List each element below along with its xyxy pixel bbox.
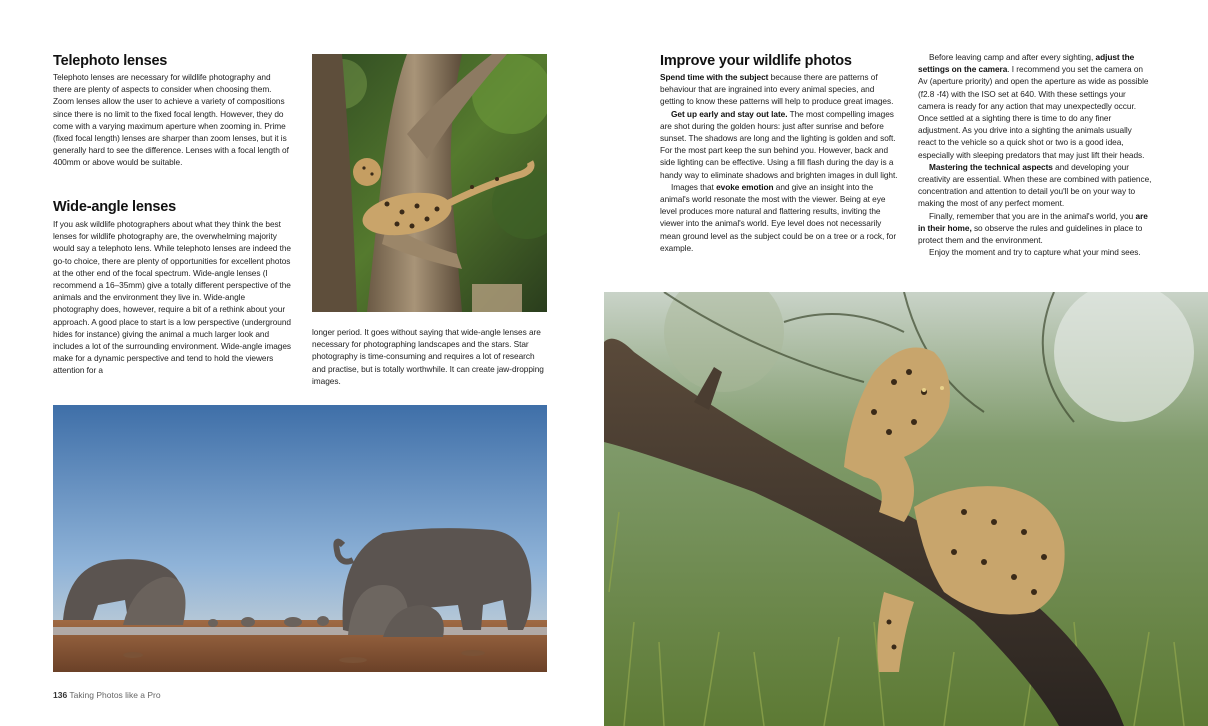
improve-heading: Improve your wildlife photos [660,53,852,69]
wide-angle-heading: Wide-angle lenses [53,199,176,215]
leopards-on-log-photo [604,292,1208,726]
column2-paragraph-2 [918,161,1152,210]
page-folio [53,690,161,700]
improve-p1-bold: Spend time with the subject [660,72,769,82]
elephants-waterhole-photo [53,405,547,672]
column2-p3-start: Finally, remember that you are in the animal's world, you [929,210,1136,221]
improve-p3-bold: evoke emotion [716,181,774,192]
improve-paragraph-3 [660,181,898,254]
column2-paragraph-3 [918,210,1152,247]
improve-column-1 [660,71,898,254]
wide-angle-body [53,218,291,377]
column2-p1-rest: . I recommend you set the camera on Av (aperture priority) and open the aperture as wide as possible (f2.8 -f4) with the ISO set at 640. With these settings your camera is ready for any action that may unexpectedly occur. Once settled at a sighting there is time to do any finer adjustment. As you drive into a sighting the animals usually react to the vehicle so a quick shot or two is a good idea, especially with sleeping predators that may just lift their heads. [918,64,1149,160]
wide-angle-continued [312,326,548,387]
improve-p2-bold: Get up early and stay out late. [671,108,788,119]
column2-p3-rest: so observe the rules and guidelines in place to protect them and the environment. [918,222,1143,246]
column2-p1-start: Before leaving camp and after every sighting, [929,52,1096,62]
wide-angle-continued-paragraph: longer period. It goes without saying that wide-angle lenses are necessary for photographing landscapes and the stars. Star photography is time-consuming and requires a lot of research and practise, but is totally worthwhile. It can create jaw-dropping images. [312,327,544,386]
improve-p3-rest: and give an insight into the animal's world resonate the most with the viewer. Being at eye level produces more natural and flattering results, inviting the viewer into the animal's world. Eye level does not necessarily mean ground level as the subject could be on a tree or a rock, for example. [660,181,897,253]
telephoto-paragraph: Telephoto lenses are necessary for wildlife photography and there are plenty of aspects to consider when choosing them. Zoom lenses allow the user to achieve a variety of compositions since there is no limit to the fixed focal length. However, they do come with a varying maximum aperture when zooming in. Prime (fixed focal length) lenses are sharper than zoom lenses, but it is generally hard to see the difference. Lenses with a focal length of 400mm or above would be suitable. [53,72,289,168]
page-number: 136 [53,690,68,700]
improve-p1-rest: because there are patterns of behaviour that are ingrained into every animal species, and getting to know these patterns will help to produce great images. [660,72,894,107]
column2-p3-bold: are in their home, [918,210,1148,233]
telephoto-body [53,71,291,169]
improve-paragraph-2 [660,108,898,181]
improve-paragraph-1 [660,71,898,108]
column2-paragraph-4: Enjoy the moment and try to capture what your mind sees. [929,247,1141,258]
column2-p1-bold: adjust the settings on the camera [918,52,1135,75]
improve-p3-start: Images that [671,181,717,192]
improve-column-2 [918,51,1152,258]
improve-p2-rest: The most compelling images are shot during the golden hours: just after sunrise and before sunset. The shadows are long and the lighting is golden and soft. For the most part keep the sun behind you. However, back and side lighting can be effective. Using a fill flash during the day is a handy way to eliminate shadows and brighten images in dull light. [660,108,898,180]
column2-p2-rest: and developing your creativity are essential. When these are combined with patience, concentration and attention to detail you'll be on your way to making the most of any perfect moment. [918,161,1152,209]
column2-paragraph-1 [918,51,1152,161]
leopard-in-tree-photo [312,54,547,312]
wide-angle-paragraph: If you ask wildlife photographers about what they think the best lenses for wildlife photography are, the overwhelming majority would say a telephoto lens. While telephoto lenses are indeed the go-to choice, there are plenty of opportunities for excellent photos at the other end of the focal spectrum. Wide-angle lenses (I recommend a 16–35mm) give a totally different perspective of the animals and the environment they live in. Wide-angle photography does, however, require a bit of a rethink about your approach. A good place to start is a low perspective (underground hides for instance) giving the animal a much larger look and includes a lot of the surrounding environment. Wide-angle images make for a dynamic perspective and tend to hold the viewers attention for a [53,219,292,376]
column2-p2-bold: Mastering the technical aspects [929,161,1053,172]
telephoto-heading: Telephoto lenses [53,53,168,69]
running-title: Taking Photos like a Pro [69,690,161,700]
